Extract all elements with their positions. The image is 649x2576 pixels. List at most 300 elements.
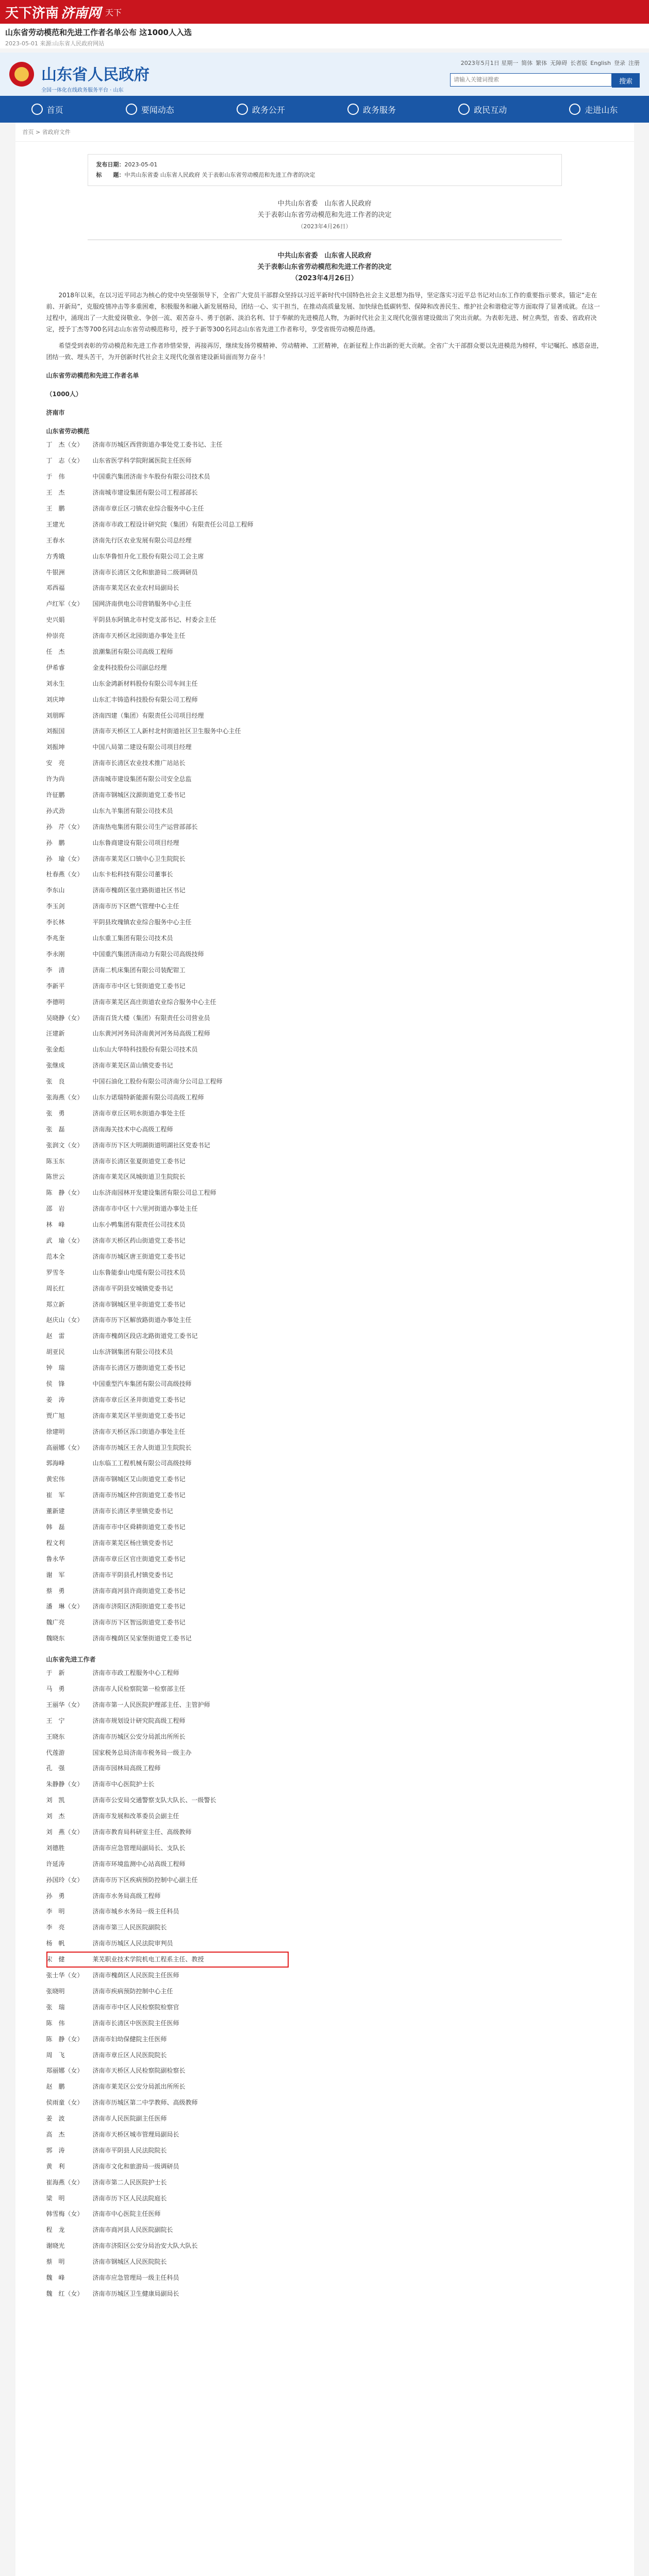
gov-embed (0, 53, 649, 2576)
person-unit: 济南市商河县人民医院副院长 (92, 2226, 173, 2234)
person-unit: 济南市历城区西营街道办事处党工委书记、主任 (92, 441, 223, 449)
person-unit: 山东黄河河务局济南黄河河务局高级工程师 (92, 1030, 210, 1038)
person-unit: 济南市发展和改革委员会副主任 (92, 1812, 179, 1820)
list-item (46, 2206, 603, 2222)
person-name: 孙国玲（女） (46, 1876, 84, 1884)
list-item (46, 1519, 603, 1535)
person-name: 王建光 (46, 520, 65, 528)
person-unit: 济南市莱芜区杨庄镇党委书记 (92, 1539, 173, 1547)
person-name: 孙 瑜（女） (46, 855, 84, 862)
list-item (46, 2158, 603, 2174)
person-unit: 济南市人民医院副主任医师 (92, 2115, 167, 2123)
list-item (46, 2063, 603, 2079)
person-unit: 山东鲁商建设有限公司项目经理 (92, 839, 179, 846)
person-unit: 济南市城乡水务局一级主任科员 (92, 1908, 179, 1916)
list-item (46, 1936, 603, 1952)
list-item (46, 1312, 603, 1328)
person-unit: 济南市规划设计研究院高级工程师 (92, 1717, 186, 1724)
gov-title: 山东省人民政府 (41, 66, 149, 84)
person-name: 李新平 (46, 982, 65, 990)
person-name: 王 杰 (46, 489, 65, 497)
person-name: 潘 琳（女） (46, 1603, 84, 1611)
person-unit: 济南百货大楼（集团）有限责任公司营业员 (92, 1014, 210, 1022)
person-name: 魏晓东 (46, 1635, 65, 1642)
gov-subtitle: 全国一体化在线政务服务平台 · 山东 (41, 88, 124, 93)
person-name: 李长林 (46, 919, 65, 926)
person-name: 崔 军 (46, 1492, 65, 1499)
person-name: 谢 军 (46, 1571, 65, 1579)
person-name: 王丽华（女） (46, 1701, 84, 1708)
person-name: 许为尚 (46, 775, 65, 783)
person-unit: 济南四建（集团）有限责任公司项目经理 (92, 711, 204, 719)
section-advanced-workers: 山东省先进工作者 (46, 1655, 96, 1663)
top-link[interactable]: 无障碍 (550, 60, 568, 66)
person-unit: 济南市文化和旅游局一级调研员 (92, 2162, 179, 2170)
list-item (46, 771, 603, 787)
person-name: 程 龙 (46, 2226, 65, 2234)
person-unit: 中国石油化工股份有限公司济南分公司总工程师 (92, 1078, 223, 1086)
search-bar (382, 73, 640, 88)
person-unit: 济南市中心医院主任医师 (92, 2210, 161, 2218)
list-item (46, 1090, 603, 1106)
list-item (46, 516, 603, 532)
nav-item[interactable] (569, 104, 618, 115)
article-heading-2: 关于表彰山东省劳动模范和先进工作者的决定 (257, 263, 392, 271)
search-input[interactable] (450, 73, 612, 87)
nav-circle-icon (347, 104, 359, 115)
list-item (46, 1840, 603, 1856)
list-item (46, 723, 603, 739)
person-name: 张 瑞 (46, 2003, 65, 2011)
person-name: 罗雪冬 (46, 1268, 65, 1276)
person-unit: 济南市长清区中医医院主任医师 (92, 2019, 179, 2027)
person-unit: 山东济钢集团有限公司技术员 (92, 1348, 173, 1356)
list-item (46, 1408, 603, 1423)
list-item (46, 2127, 603, 2143)
person-unit: 济南市市中区七贤街道党工委书记 (92, 982, 186, 990)
person-name: 林 峰 (46, 1221, 65, 1229)
list-item (46, 469, 603, 485)
person-name: 李玉剑 (46, 903, 65, 910)
page-title: 山东省劳动模范和先进工作者名单公布 这1000人入选 (5, 28, 192, 37)
person-unit: 济南市长清区万德街道党工委书记 (92, 1364, 186, 1372)
person-name: 张海燕（女） (46, 1093, 84, 1101)
person-unit: 济南市第二人民医院护士长 (92, 2178, 167, 2186)
list-item (46, 2254, 603, 2270)
person-name: 谢晓光 (46, 2242, 65, 2250)
person-unit: 济南市妇幼保健院主任医师 (92, 2035, 167, 2043)
person-unit: 平阴县东阿镇北市村党支部书记、村委会主任 (92, 616, 217, 624)
person-unit: 济南市平阴县人民法院院长 (92, 2146, 167, 2154)
top-link[interactable]: 登录 (614, 60, 625, 66)
list-item (46, 1376, 603, 1392)
person-unit: 济南二机床集团有限公司装配钳工 (92, 966, 186, 974)
person-unit: 济南市天桥区人民检察院副检察长 (92, 2067, 186, 2075)
list-item (46, 1615, 603, 1631)
site-logo[interactable] (5, 3, 122, 22)
person-name: 刘振坤 (46, 743, 65, 751)
person-unit: 济南市长清区农业技术推广站站长 (92, 759, 186, 767)
person-unit: 中国重汽集团济南动力有限公司高级技师 (92, 950, 204, 958)
person-name: 李 亮 (46, 1924, 65, 1931)
person-unit: 济南市水务局高级工程师 (92, 1892, 161, 1900)
list-item (46, 548, 603, 564)
list-item (46, 1808, 603, 1824)
person-name: 丁 志（女） (46, 457, 84, 465)
person-unit: 济南市平阴县安城镇党委书记 (92, 1284, 173, 1292)
person-name: 蔡 勇 (46, 1587, 65, 1595)
nav-circle-icon (31, 104, 43, 115)
person-name: 魏 峰 (46, 2274, 65, 2281)
info-date: 2023-05-01 (124, 161, 158, 168)
person-name: 刘永生 (46, 680, 65, 687)
person-name: 韩 磊 (46, 1523, 65, 1531)
person-unit: 中国重汽集团济南卡车股份有限公司技术员 (92, 473, 210, 481)
person-unit: 济南市市政工程设计研究院（集团）有限责任公司总工程师 (92, 520, 254, 528)
list-item (46, 1423, 603, 1439)
person-name: 于 新 (46, 1669, 65, 1677)
person-unit: 济南市长清区文化和旅游局二级调研员 (92, 568, 198, 576)
search-button[interactable]: 搜索 (612, 73, 640, 88)
list-item (46, 659, 603, 675)
person-name: 姜 波 (46, 2115, 65, 2123)
person-unit: 济南市市政工程服务中心工程师 (92, 1669, 179, 1677)
nav-item[interactable] (31, 104, 63, 115)
list-item (46, 1105, 603, 1121)
person-unit: 济南市园林局高级工程师 (92, 1765, 161, 1772)
person-unit: 济南市天桥区药山街道党工委书记 (92, 1236, 186, 1244)
person-name: 胡亚民 (46, 1348, 65, 1356)
list-item (46, 1713, 603, 1728)
person-name: 郭 涛 (46, 2146, 65, 2154)
person-unit: 济南市天桥区工人新村北村街道社区卫生服务中心主任 (92, 727, 241, 735)
person-unit: 济南市历下区疾病预防控制中心副主任 (92, 1876, 198, 1884)
person-unit: 济南市钢城区汶源街道党工委书记 (92, 791, 186, 799)
person-unit: 山东鲁能泰山电缆有限公司技术员 (92, 1268, 186, 1276)
list-item (46, 787, 603, 803)
list-item (46, 1728, 603, 1744)
person-unit: 济南市钢城区人民医院院长 (92, 2258, 167, 2266)
person-name: 张继成 (46, 1062, 65, 1070)
person-unit: 山东济南园林开发建设集团有限公司总工程师 (92, 1189, 217, 1197)
person-unit: 山东山大华特科技股份有限公司技术员 (92, 1046, 198, 1054)
person-name: 牛银洲 (46, 568, 65, 576)
nav-item[interactable] (347, 104, 396, 115)
person-name: 周 飞 (46, 2051, 65, 2059)
person-name: 王晓东 (46, 1733, 65, 1740)
nav-item[interactable] (237, 104, 285, 115)
labor-model-list (46, 437, 603, 1647)
person-unit: 济南市市中区十六里河街道办事处主任 (92, 1205, 198, 1213)
list-item (46, 1583, 603, 1599)
person-name: 王 宁 (46, 1717, 65, 1724)
list-item (46, 2285, 603, 2301)
list-item (46, 755, 603, 771)
gov-header (0, 53, 649, 96)
person-name: 姜 涛 (46, 1396, 65, 1403)
info-date-label: 发布日期： (96, 161, 125, 168)
person-unit: 济南市莱芜区高庄街道农业综合服务中心主任 (92, 998, 217, 1006)
list-item (46, 2238, 603, 2254)
person-unit: 济南市环境监测中心站高级工程师 (92, 1860, 186, 1868)
person-name: 许延涛 (46, 1860, 65, 1868)
info-title-label: 标 题： (96, 172, 125, 178)
list-item (46, 1439, 603, 1455)
person-name: 侯 锋 (46, 1380, 65, 1387)
list-item (46, 1360, 603, 1376)
person-name: 杨 帆 (46, 1940, 65, 1947)
list-item (46, 1153, 603, 1169)
list-item (46, 835, 603, 851)
list-item (46, 1599, 603, 1615)
person-name: 郭海峰 (46, 1460, 65, 1467)
list-item (46, 1233, 603, 1249)
person-name: 孙式劲 (46, 807, 65, 815)
person-unit: 济南市历下区燃气管理中心主任 (92, 903, 179, 910)
list-item (46, 1535, 603, 1551)
person-unit: 济南市章丘区刁镇农业综合服务中心主任 (92, 505, 204, 512)
person-unit: 济南热电集团有限公司生产运营部部长 (92, 823, 198, 831)
person-unit: 济南市历下区解放路街道办事处主任 (92, 1316, 192, 1324)
person-unit: 济南市商河县许商街道党工委书记 (92, 1587, 186, 1595)
list-item (46, 1042, 603, 1058)
person-name: 吴晓静（女） (46, 1014, 84, 1022)
person-unit: 山东华鲁恒升化工股份有限公司工会主席 (92, 552, 204, 560)
person-unit: 济南市天桥区北园街道办事处主任 (92, 632, 186, 640)
person-unit: 山东省医学科学院附属医院主任医师 (92, 457, 192, 465)
top-link[interactable]: 长者版 (570, 60, 588, 66)
list-title: 山东省劳动模范和先进工作者名单 (46, 372, 139, 379)
person-unit: 平阴县玫瑰镇农业综合服务中心主任 (92, 919, 192, 926)
person-name: 张 良 (46, 1078, 65, 1086)
person-name: 董新建 (46, 1507, 65, 1515)
notice-line2: 关于表彰山东省劳动模范和先进工作者的决定 (257, 211, 392, 219)
person-name: 王春水 (46, 536, 65, 544)
top-link[interactable]: 简体 (521, 60, 533, 66)
content-page (15, 123, 634, 2576)
person-name: 刘德胜 (46, 1844, 65, 1852)
list-item (46, 580, 603, 596)
person-unit: 济南市历城区公安分局派出所所长 (92, 1733, 186, 1740)
list-item (46, 803, 603, 819)
list-item (46, 883, 603, 899)
person-unit: 济南市历城区唐王街道党工委书记 (92, 1252, 186, 1260)
nav-circle-icon (569, 104, 580, 115)
highlighted-list-item (46, 1952, 289, 1968)
person-name: 赵庆山（女） (46, 1316, 84, 1324)
breadcrumb[interactable]: 首页 > 省政府文件 (15, 123, 634, 142)
person-unit: 济南市历城区王舍人街道卫生院院长 (92, 1444, 192, 1451)
person-name: 鲁永华 (46, 1555, 65, 1563)
list-item (46, 1328, 603, 1344)
person-unit: 济南市历城区人民法院审判员 (92, 1940, 173, 1947)
person-name: 刘 杰 (46, 1812, 65, 1820)
list-item (46, 914, 603, 930)
list-item (46, 962, 603, 978)
person-unit: 济南市槐荫区段店北路街道党工委书记 (92, 1332, 198, 1340)
person-unit: 中国重型汽车集团有限公司高级技师 (92, 1380, 192, 1387)
person-unit: 济南市济阳区公安分局治安大队大队长 (92, 2242, 198, 2250)
nav-item-label: 政务公开 (252, 105, 285, 115)
list-item (46, 1392, 603, 1408)
article-body (15, 240, 634, 2301)
person-unit: 金麦科技股份公司副总经理 (92, 664, 167, 671)
person-name: 任 杰 (46, 648, 65, 656)
gov-logo[interactable] (41, 62, 149, 93)
nav-item[interactable] (126, 104, 174, 115)
notice-line3: （2023年4月26日） (297, 223, 352, 230)
list-item (46, 2174, 603, 2190)
person-name: 马 勇 (46, 1685, 65, 1693)
top-link[interactable]: English (590, 60, 611, 66)
person-name: 陈 静（女） (46, 2035, 84, 2043)
person-unit: 山东金鸿新材料股份有限公司车间主任 (92, 680, 198, 687)
person-name: 朱静静（女） (46, 1781, 84, 1788)
article-paragraph-1: 2018年以来，在以习近平同志为核心的党中央坚强领导下，全省广大党员干部群众坚持以习近平新时代中国特色社会主义思想为指导，坚定落实习近平总书记对山东工作的重要指示要求，锚定“走在前、开新局”，克服疫情冲击等多重困难，积极服务和融入新发展格局，团结一心、实干担当，在推动高质量发展、加快绿色低碳转型、保障和改善民生、维护社会和谐稳定等方面取得了显著成就。在这一过程中，涌现出了一大批爱岗敬业、争创一流、艰苦奋斗、勇于创新、淡泊名利、甘于奉献的先进模范人物，为新时代社会主义现代化强省建设做出了突出贡献。为表彰先进、树立典型，省委、省政府决定，授予丁杰等700名同志山东省劳动模范称号，授予于新等300名同志山东省先进工作者称号，享受省级劳动模范待遇。 (46, 292, 600, 333)
info-title: 中共山东省委 山东省人民政府 关于表彰山东省劳动模范和先进工作者的决定 (124, 172, 315, 178)
list-item (46, 1026, 603, 1042)
person-name: 蔡 明 (46, 2258, 65, 2266)
list-item (46, 1503, 603, 1519)
person-unit: 国网济南供电公司营销服务中心主任 (92, 600, 192, 608)
person-name: 仲崇亮 (46, 632, 65, 640)
list-item (46, 1904, 603, 1920)
person-unit: 济南市槐荫区人民医院主任医师 (92, 1972, 179, 1979)
person-unit: 山东小鸭集团有限责任公司技术员 (92, 1221, 186, 1229)
list-item (46, 596, 603, 612)
person-name: 贾广旭 (46, 1412, 65, 1419)
list-item (46, 1185, 603, 1201)
person-unit: 济南市历城区第二中学教师、高级教师 (92, 2099, 198, 2107)
person-unit: 济南市第三人民医院副院长 (92, 1924, 167, 1931)
person-name: 杜春燕（女） (46, 871, 84, 878)
top-link: 2023年5月1日 星期一 (460, 60, 519, 66)
person-name: 史兴娟 (46, 616, 65, 624)
list-item (46, 1760, 603, 1776)
list-item (46, 675, 603, 691)
nav-item-label: 走进山东 (585, 105, 618, 115)
person-unit: 济南城市建设集团有限公司安全总监 (92, 775, 192, 783)
list-item (46, 851, 603, 867)
list-item (46, 1248, 603, 1264)
person-unit: 山东力诺瑞特新能源有限公司高级工程师 (92, 1093, 204, 1101)
person-unit: 济南市莱芜区口镇中心卫生院院长 (92, 855, 186, 862)
list-item (46, 1058, 603, 1074)
person-unit: 济南市应急管理局副局长、支队长 (92, 1844, 186, 1852)
person-unit: 济南市长清区孝里镇党委书记 (92, 1507, 173, 1515)
nav-circle-icon (126, 104, 137, 115)
list-item (46, 1137, 603, 1153)
person-name: 李东山 (46, 887, 65, 894)
person-unit: 山东九羊集团有限公司技术员 (92, 807, 173, 815)
person-name: 魏 红（女） (46, 2290, 84, 2297)
top-link[interactable]: 注册 (628, 60, 640, 66)
list-item (46, 1121, 603, 1137)
person-unit: 济南市历下区人民法院庭长 (92, 2194, 167, 2202)
person-unit: 山东临工工程机械有限公司高级技师 (92, 1460, 192, 1467)
person-name: 刘庆坤 (46, 696, 65, 703)
person-unit: 济南市疾病预防控制中心主任 (92, 1987, 173, 1995)
logo-part1: 天下济南 (5, 5, 59, 21)
person-unit: 济南市槐荫区张庄路街道社区书记 (92, 887, 186, 894)
person-unit: 济南市莱芜区羊里街道党工委书记 (92, 1412, 186, 1419)
person-name: 张 勇 (46, 1109, 65, 1117)
person-unit: 济南市莱芜区苗山镇党委书记 (92, 1062, 173, 1070)
list-item (46, 1920, 603, 1936)
person-name: 于 伟 (46, 473, 65, 481)
person-name: 刘朋晖 (46, 711, 65, 719)
person-unit: 济南先行区农业发展有限公司总经理 (92, 536, 192, 544)
person-name: 刘 凯 (46, 1797, 65, 1804)
nav-item-label: 政民互动 (474, 105, 507, 115)
list-item (46, 1792, 603, 1808)
list-item (46, 1984, 603, 1999)
person-unit: 济南市天桥区城市管理局副局长 (92, 2130, 179, 2138)
list-item (46, 1201, 603, 1217)
person-name: 刘 燕（女） (46, 1828, 84, 1836)
list-item (46, 1776, 603, 1792)
top-link[interactable]: 繁体 (536, 60, 547, 66)
person-name: 刘振国 (46, 727, 65, 735)
person-name: 韩雪梅（女） (46, 2210, 84, 2218)
list-item (46, 485, 603, 501)
person-unit: 济南市长清区张夏街道党工委书记 (92, 1157, 186, 1165)
list-item (46, 946, 603, 962)
person-name: 伊希睿 (46, 664, 65, 671)
person-name: 范本全 (46, 1252, 65, 1260)
logo-part2: 济南网 (61, 5, 102, 21)
top-brand-bar (0, 0, 649, 24)
person-name: 李永刚 (46, 950, 65, 958)
list-item (46, 691, 603, 707)
person-name: 李 清 (46, 966, 65, 974)
nav-circle-icon (237, 104, 248, 115)
person-name: 武 瑜（女） (46, 1236, 84, 1244)
list-item (46, 1697, 603, 1713)
person-name: 张 磊 (46, 1125, 65, 1133)
person-name: 高丽娜（女） (46, 1444, 84, 1451)
person-unit: 济南市莱芜区农业农村局副局长 (92, 584, 179, 592)
person-unit: 济南市第一人民医院护理部主任、主管护师 (92, 1701, 210, 1708)
list-item (46, 1010, 603, 1026)
list-item (46, 501, 603, 517)
list-item (46, 1856, 603, 1872)
person-unit: 济南市市中区舜耕街道党工委书记 (92, 1523, 186, 1531)
person-unit: 济南市平阴县孔村镇党委书记 (92, 1571, 173, 1579)
list-item (46, 1968, 603, 1984)
list-item (46, 2111, 603, 2127)
nav-item[interactable] (458, 104, 507, 115)
person-name: 黄 利 (46, 2162, 65, 2170)
person-name: 侯雨童（女） (46, 2099, 84, 2107)
article-paragraph-2: 希望受到表彰的劳动模范和先进工作者珍惜荣誉，再接再厉，继续发扬劳模精神、劳动精神、工匠精神，在新征程上作出新的更大贡献。全省广大干部群众要以先进模范为榜样，牢记嘱托、感恩奋进，团结一致、埋头苦干，为开创新时代社会主义现代化强省建设新局面而努力奋斗！ (46, 342, 603, 361)
advanced-worker-list (46, 1665, 603, 2302)
person-unit: 济南市教育局科研室主任、高级教师 (92, 1828, 192, 1836)
person-name: 李兆奎 (46, 935, 65, 942)
list-item (46, 1872, 603, 1888)
list-count: （1000人） (46, 391, 82, 398)
person-unit: 济南市历城区仲宫街道党工委书记 (92, 1492, 186, 1499)
list-item (46, 1487, 603, 1503)
person-name: 陈世云 (46, 1173, 65, 1181)
person-unit: 济南市历下区智远街道党工委书记 (92, 1619, 186, 1626)
person-name: 丁 杰（女） (46, 441, 84, 449)
person-name: 王 鹏 (46, 505, 65, 512)
gov-tools (382, 59, 640, 88)
list-item (46, 994, 603, 1010)
list-item (46, 1567, 603, 1583)
list-item (46, 1888, 603, 1904)
